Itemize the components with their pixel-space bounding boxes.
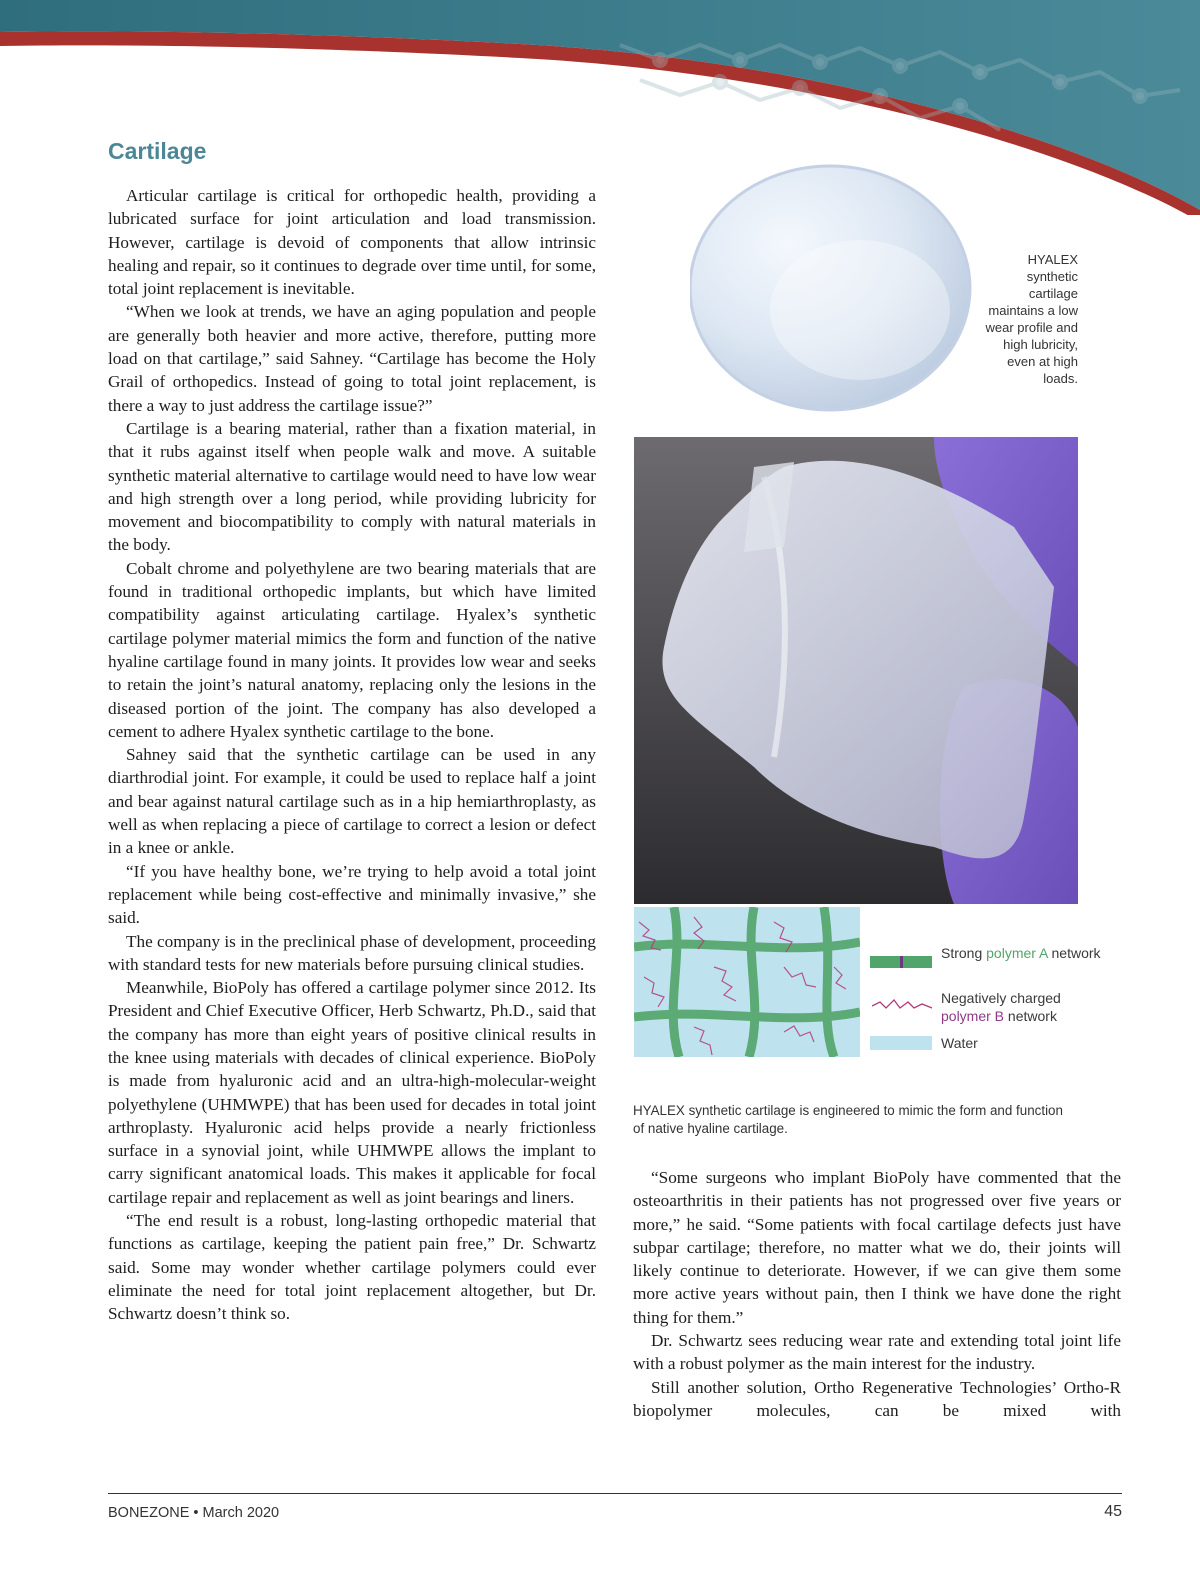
disc-caption: HYALEX synthetic cartilage maintains a low wear profile and high lubricity, even at high loads. xyxy=(985,252,1078,386)
paragraph: Sahney said that the synthetic cartilage can be used in any diarthrodial joint. For example, it could be used to replace half a joint and bear against natural cartilage such as in a hip hemiarthroplasty, as well as when replacing a piece of cartilage to correct a lesion or defect in a knee or ankle. xyxy=(108,745,596,858)
paragraph: “If you have healthy bone, we’re trying to help avoid a total joint replacement while being cost-effective and minimally invasive,” she said. xyxy=(108,861,596,928)
footer-rule xyxy=(108,1493,1122,1494)
legend-swatch-polymer-b xyxy=(872,996,932,1014)
paragraph: Cobalt chrome and polyethylene are two bearing materials that are found in traditional orthopedic implants, but which have limited compatibility against articulating cartilage. Hyalex’s synthetic cartilage polymer material mimics the form and function of the native hyaline cartilage found in many joints. It provides low wear and seeks to retain the joint’s natural anatomy, replacing only the lesions in the diseased portion of the joint. The company has also developed a cement to adhere Hyalex synthetic cartilage to the bone. xyxy=(108,558,596,741)
legend-swatch-polymer-a xyxy=(870,954,932,970)
paragraph: “Some surgeons who implant BioPoly have commented that the osteoarthritis in their patients has not progressed over five years or more,” he said. “Some patients with focal cartilage defects just have subpar cartilage; therefore, no matter what we do, their joints will likely continue to deteriorate. However, if we can give them some more active years without pain, then I think we have done the right thing for them.” xyxy=(633,1168,1121,1327)
paragraph: Articular cartilage is critical for orthopedic health, providing a lubricated surface for joint articulation and load transmission. However, cartilage is devoid of components that allow intrinsic healing and repair, so it continues to degrade over time until, for some, total joint replacement is inevitable. xyxy=(108,186,596,299)
cartilage-disc-image xyxy=(690,160,990,415)
page-number: 45 xyxy=(1104,1503,1122,1520)
legend-water: Water xyxy=(941,1035,978,1051)
legend-swatch-water xyxy=(870,1036,932,1050)
paragraph: “The end result is a robust, long-lasting orthopedic material that functions as cartilage, keeping the patient pain free,” Dr. Schwartz said. Some may wonder whether cartilage polymers could ever eliminate the need for total joint replacement altogether, but Dr. Schwartz doesn’t think so. xyxy=(108,1211,596,1324)
glove-cartilage-photo xyxy=(634,437,1078,904)
paragraph: Still another solution, Ortho Regenerative Technologies’ Ortho-R biopolymer molecules, can be mixed with xyxy=(633,1377,1121,1420)
paragraph: “When we look at trends, we have an aging population and people are generally both heavier and more active, therefore, putting more load on that cartilage,” said Sahney. “Cartilage has become the Holy Grail of orthopedics. Instead of going to total joint replacement, is there a way to just address the cartilage issue?” xyxy=(108,302,596,415)
legend-polymer-b: Negatively charged polymer B network xyxy=(941,990,1061,1024)
left-column-text xyxy=(108,184,596,1326)
polymer-network-diagram xyxy=(634,907,860,1057)
paragraph: The company is in the preclinical phase of development, proceeding with standard tests for new materials before pursuing clinical studies. xyxy=(108,931,596,974)
paragraph: Cartilage is a bearing material, rather than a fixation material, in that it rubs against itself when people walk and move. A suitable synthetic material alternative to cartilage would need to have low wear and high strength over a long period, while providing lubricity for movement and biocompatibility to comply with natural materials in the body. xyxy=(108,418,596,555)
section-title: Cartilage xyxy=(108,138,207,164)
figure-caption: HYALEX synthetic cartilage is engineered to mimic the form and function of native hyaline cartilage. xyxy=(633,1103,1063,1136)
paragraph: Meanwhile, BioPoly has offered a cartilage polymer since 2012. Its President and Chief Executive Officer, Herb Schwartz, Ph.D., said that the company has more than eight years of positive clinical results in the knee using materials with decades of clinical experience. BioPoly is made from hyaluronic acid and an ultra-high-molecular-weight polyethylene (UHMWPE) that has been used for decades in total joint arthroplasty. Hyaluronic acid helps provide a nearly frictionless surface in a synovial joint, while UHMWPE allows the implant to carry significant anatomical loads. This makes it applicable for focal cartilage repair and replacement as well as joint bearings and liners. xyxy=(108,978,596,1207)
paragraph: Dr. Schwartz sees reducing wear rate and extending total joint life with a robust polymer as the main interest for the industry. xyxy=(633,1331,1121,1374)
header-banner xyxy=(0,0,1200,215)
legend-polymer-a: Strong polymer A network xyxy=(941,945,1101,961)
right-column-text xyxy=(633,1166,1121,1422)
footer-publication: BONEZONE • March 2020 xyxy=(108,1505,280,1521)
